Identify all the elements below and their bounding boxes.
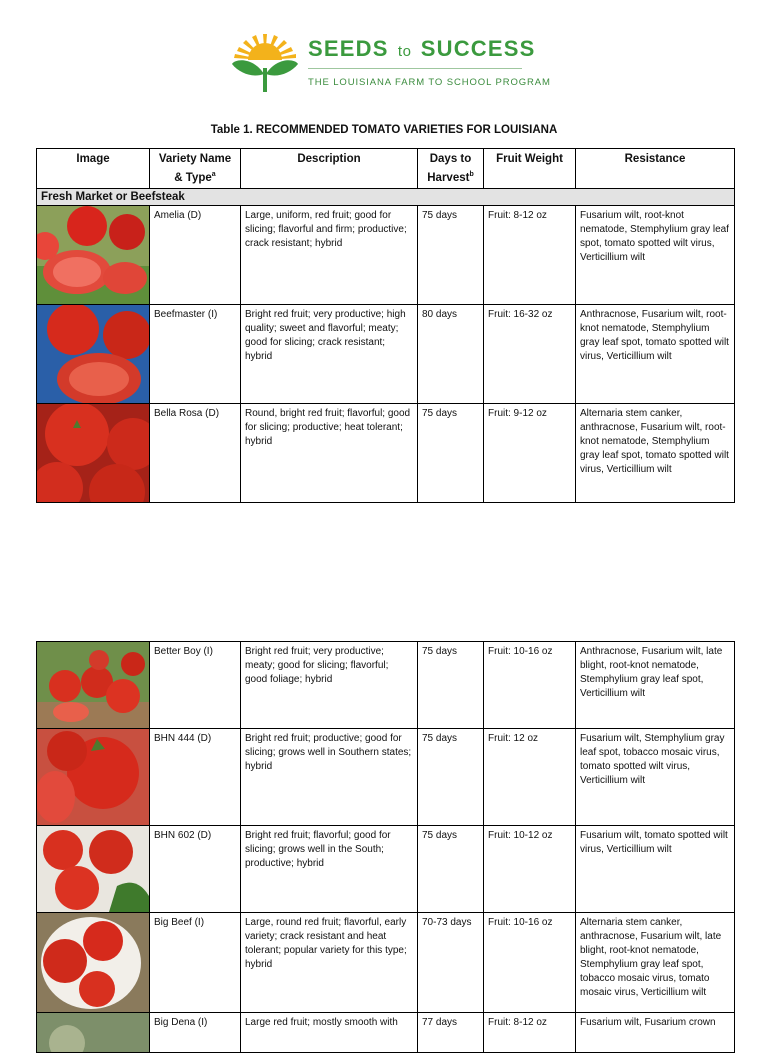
- variety-name: Bella Rosa (D): [150, 403, 241, 502]
- resistance: Alternaria stem canker, anthracnose, Fusarium wilt, late blight, root-knot nematode, Stemphylium gray leaf spot, tobacco mosaic virus, tomato mosaic virus, Verticillium wilt: [576, 913, 735, 1013]
- variety-description: Large, uniform, red fruit; good for slicing; flavorful and firm; productive; crack resistant; hybrid: [241, 205, 418, 304]
- days-to-harvest: 77 days: [418, 1013, 484, 1053]
- resistance: Fusarium wilt, tomato spotted wilt virus, Verticillium wilt: [576, 826, 735, 913]
- table-title: Table 1. RECOMMENDED TOMATO VARIETIES FOR LOUISIANA: [210, 124, 558, 136]
- variety-name: Big Dena (I): [150, 1013, 241, 1053]
- table-row: [37, 205, 735, 304]
- table-row: [37, 1013, 735, 1053]
- variety-photo-cell: [37, 826, 150, 913]
- col-image-header: Image: [37, 149, 150, 189]
- variety-name: Big Beef (I): [150, 913, 241, 1013]
- fruit-weight: Fruit: 10-12 oz: [484, 826, 576, 913]
- fruit-weight: Fruit: 8-12 oz: [484, 1013, 576, 1053]
- variety-description: Bright red fruit; very productive; high quality; sweet and flavorful; meaty; good for slicing; crack resistant; hybrid: [241, 304, 418, 403]
- tomato-photo-icon: [37, 404, 149, 502]
- variety-description: Round, bright red fruit; flavorful; good for slicing; productive; heat tolerant; hybrid: [241, 403, 418, 502]
- variety-photo-cell: [37, 642, 150, 729]
- seeds-to-success-logo: [230, 30, 551, 94]
- tomato-varieties-table-continued: [36, 641, 735, 1053]
- variety-description: Bright red fruit; flavorful; good for slicing; grows well in the South; productive; hybrid: [241, 826, 418, 913]
- variety-description: Bright red fruit; very productive; meaty; good for slicing; flavorful; good foliage; hybrid: [241, 642, 418, 729]
- brand-name: SEEDS to SUCCESS: [308, 36, 536, 61]
- tomato-photo-icon: [37, 729, 149, 825]
- tomato-photo-icon: [37, 305, 149, 403]
- days-to-harvest: 75 days: [418, 826, 484, 913]
- days-to-harvest: 75 days: [418, 205, 484, 304]
- tomato-photo-icon: [37, 1013, 149, 1052]
- variety-photo-cell: [37, 1013, 150, 1053]
- variety-name: Amelia (D): [150, 205, 241, 304]
- section-row: [37, 188, 735, 205]
- days-to-harvest: 80 days: [418, 304, 484, 403]
- variety-photo-cell: [37, 403, 150, 502]
- section-label: Fresh Market or Beefsteak: [37, 188, 735, 205]
- variety-photo-cell: [37, 205, 150, 304]
- brand-divider: [308, 68, 522, 69]
- fruit-weight: Fruit: 9-12 oz: [484, 403, 576, 502]
- table-row: [37, 913, 735, 1013]
- table-row: [37, 826, 735, 913]
- days-to-harvest: 70-73 days: [418, 913, 484, 1013]
- variety-name: BHN 444 (D): [150, 729, 241, 826]
- variety-name: BHN 602 (D): [150, 826, 241, 913]
- resistance: Alternaria stem canker, anthracnose, Fusarium wilt, root-knot nematode, Stemphylium gray leaf spot, tomato spotted wilt virus, Verticillium wilt: [576, 403, 735, 502]
- col-resistance-header: Resistance: [576, 149, 735, 189]
- resistance: Anthracnose, Fusarium wilt, late blight, root-knot nematode, Stemphylium gray leaf spot, Verticillium wilt: [576, 642, 735, 729]
- variety-photo-cell: [37, 304, 150, 403]
- fruit-weight: Fruit: 10-16 oz: [484, 642, 576, 729]
- variety-name: Beefmaster (I): [150, 304, 241, 403]
- sprout-sun-logo-icon: [230, 30, 300, 94]
- resistance: Fusarium wilt, Fusarium crown: [576, 1013, 735, 1053]
- fruit-weight: Fruit: 12 oz: [484, 729, 576, 826]
- resistance: Fusarium wilt, Stemphylium gray leaf spot, tobacco mosaic virus, tomato spotted wilt virus, Verticillium wilt: [576, 729, 735, 826]
- variety-photo-cell: [37, 729, 150, 826]
- table-header-row: [37, 149, 735, 189]
- variety-description: Large red fruit; mostly smooth with: [241, 1013, 418, 1053]
- table-row: [37, 642, 735, 729]
- days-to-harvest: 75 days: [418, 403, 484, 502]
- variety-name: Better Boy (I): [150, 642, 241, 729]
- tomato-photo-icon: [37, 826, 149, 912]
- variety-description: Large, round red fruit; flavorful, early variety; crack resistant and heat tolerant; popular variety for this type; hybrid: [241, 913, 418, 1013]
- table-row: [37, 729, 735, 826]
- days-to-harvest: 75 days: [418, 642, 484, 729]
- tomato-varieties-table: [36, 148, 735, 503]
- tomato-photo-icon: [37, 206, 149, 304]
- fruit-weight: Fruit: 10-16 oz: [484, 913, 576, 1013]
- brand-tagline: THE LOUISIANA FARM TO SCHOOL PROGRAM: [308, 77, 551, 88]
- variety-description: Bright red fruit; productive; good for slicing; grows well in Southern states; hybrid: [241, 729, 418, 826]
- table-row: [37, 304, 735, 403]
- fruit-weight: Fruit: 8-12 oz: [484, 205, 576, 304]
- variety-photo-cell: [37, 913, 150, 1013]
- fruit-weight: Fruit: 16-32 oz: [484, 304, 576, 403]
- resistance: Fusarium wilt, root-knot nematode, Stemphylium gray leaf spot, tomato spotted wilt virus, Verticillium wilt: [576, 205, 735, 304]
- tomato-photo-icon: [37, 913, 149, 1012]
- col-description-header: Description: [241, 149, 418, 189]
- col-weight-header: Fruit Weight: [484, 149, 576, 189]
- tomato-photo-icon: [37, 642, 149, 728]
- col-days-header: Days to Harvest$^b$: [418, 149, 484, 189]
- resistance: Anthracnose, Fusarium wilt, root-knot nematode, Stemphylium gray leaf spot, tomato spotted wilt virus, Verticillium wilt: [576, 304, 735, 403]
- col-variety-header: Variety Name & Type$^a$: [150, 149, 241, 189]
- table-row: [37, 403, 735, 502]
- days-to-harvest: 75 days: [418, 729, 484, 826]
